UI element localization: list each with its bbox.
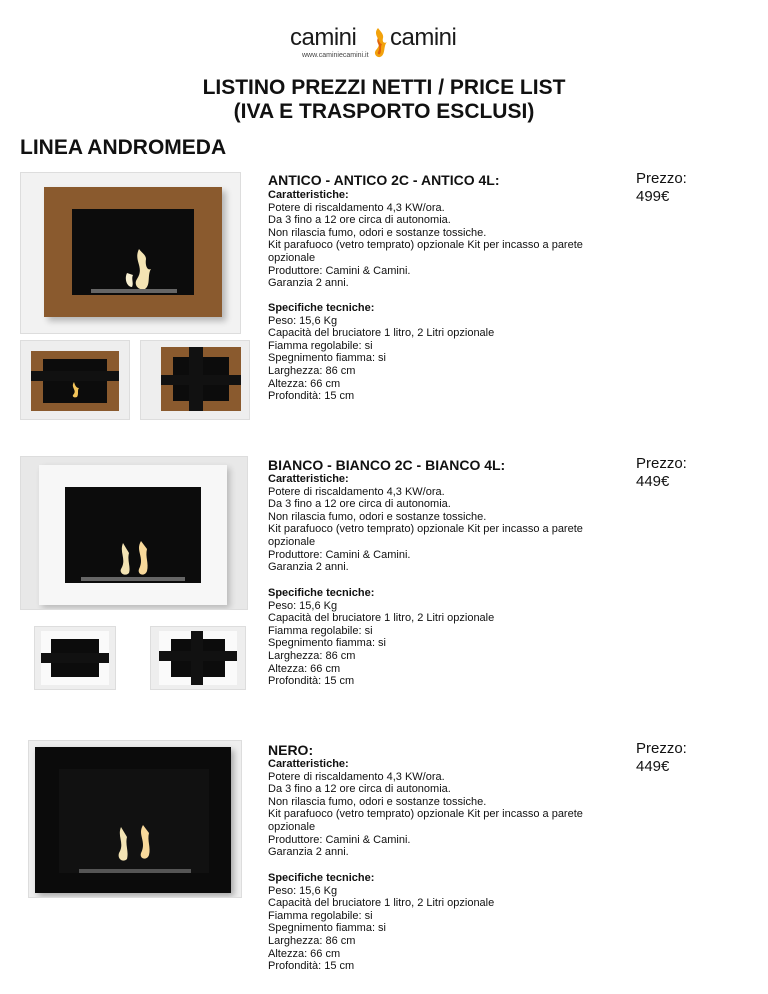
specs-heading: Specifiche tecniche:	[268, 302, 375, 314]
product-title-nero: NERO:	[268, 742, 314, 758]
product-thumb-antico-2c	[20, 340, 130, 420]
section-title: LINEA ANDROMEDA	[20, 136, 227, 159]
spec-line: Altezza: 66 cm	[268, 662, 341, 675]
product-photo-bianco	[20, 456, 248, 610]
flame-logo-icon	[367, 26, 389, 60]
page-title-line2: (IVA E TRASPORTO ESCLUSI)	[233, 100, 535, 123]
feature-line: Produttore: Camini & Camini.	[268, 833, 411, 846]
feature-line: Garanzia 2 anni.	[268, 277, 349, 290]
specs-nero	[268, 872, 608, 973]
spec-line: Fiamma regolabile: si	[268, 909, 373, 922]
product-title-antico: ANTICO - ANTICO 2C - ANTICO 4L:	[268, 172, 500, 188]
price-value: 449€	[636, 758, 670, 775]
spec-line: Larghezza: 86 cm	[268, 649, 356, 662]
product-title-bianco: BIANCO - BIANCO 2C - BIANCO 4L:	[268, 457, 506, 473]
spec-line: Altezza: 66 cm	[268, 947, 341, 960]
spec-line: Profondità: 15 cm	[268, 390, 355, 403]
features-bianco	[268, 473, 608, 574]
product-thumb-bianco-4l	[150, 626, 246, 690]
spec-line: Peso: 15,6 Kg	[268, 599, 338, 612]
specs-heading: Specifiche tecniche:	[268, 872, 375, 884]
feature-line: Potere di riscaldamento 4,3 KW/ora.	[268, 485, 445, 498]
feature-line: Potere di riscaldamento 4,3 KW/ora.	[268, 201, 445, 214]
feature-line: Non rilascia fumo, odori e sostanze tossiche.	[268, 226, 487, 239]
price-label: Prezzo:	[636, 170, 687, 187]
spec-line: Peso: 15,6 Kg	[268, 884, 338, 897]
feature-line: Kit parafuoco (vetro temprato) opzionale Kit per incasso a parete	[268, 523, 583, 536]
price-value: 499€	[636, 188, 670, 205]
logo-word-left: camini	[290, 24, 357, 51]
feature-line: Kit parafuoco (vetro temprato) opzionale Kit per incasso a parete	[268, 808, 583, 821]
spec-line: Larghezza: 86 cm	[268, 364, 356, 377]
price-antico	[636, 170, 687, 206]
feature-line: Non rilascia fumo, odori e sostanze tossiche.	[268, 795, 487, 808]
feature-line: Produttore: Camini & Camini.	[268, 264, 411, 277]
feature-line: Non rilascia fumo, odori e sostanze tossiche.	[268, 510, 487, 523]
price-nero	[636, 740, 687, 776]
feature-line: Da 3 fino a 12 ore circa di autonomia.	[268, 498, 451, 511]
spec-line: Capacità del bruciatore 1 litro, 2 Litri opzionale	[268, 897, 495, 910]
feature-line: Garanzia 2 anni.	[268, 561, 349, 574]
feature-line: opzionale	[268, 820, 316, 833]
spec-line: Profondità: 15 cm	[268, 960, 355, 973]
spec-line: Spegnimento fiamma: si	[268, 637, 386, 650]
feature-line: opzionale	[268, 535, 316, 548]
price-label: Prezzo:	[636, 740, 687, 757]
features-heading: Caratteristiche:	[268, 189, 349, 201]
brand-logo	[290, 24, 480, 66]
price-value: 449€	[636, 473, 670, 490]
product-thumb-antico-4l	[140, 340, 250, 420]
specs-heading: Specifiche tecniche:	[268, 587, 375, 599]
spec-line: Capacità del bruciatore 1 litro, 2 Litri opzionale	[268, 327, 495, 340]
spec-line: Fiamma regolabile: si	[268, 624, 373, 637]
spec-line: Capacità del bruciatore 1 litro, 2 Litri opzionale	[268, 612, 495, 625]
spec-line: Altezza: 66 cm	[268, 377, 341, 390]
price-bianco	[636, 455, 687, 491]
specs-bianco	[268, 587, 608, 688]
product-photo-nero	[28, 740, 242, 898]
features-antico	[268, 189, 608, 290]
spec-line: Spegnimento fiamma: si	[268, 922, 386, 935]
spec-line: Profondità: 15 cm	[268, 675, 355, 688]
price-label: Prezzo:	[636, 455, 687, 472]
feature-line: Da 3 fino a 12 ore circa di autonomia.	[268, 783, 451, 796]
feature-line: Produttore: Camini & Camini.	[268, 548, 411, 561]
feature-line: opzionale	[268, 251, 316, 264]
feature-line: Kit parafuoco (vetro temprato) opzionale Kit per incasso a parete	[268, 239, 583, 252]
features-heading: Caratteristiche:	[268, 473, 349, 485]
product-photo-antico	[20, 172, 241, 334]
feature-line: Potere di riscaldamento 4,3 KW/ora.	[268, 770, 445, 783]
logo-url: www.caminiecamini.it	[302, 52, 369, 59]
product-thumb-bianco-2c	[34, 626, 116, 690]
features-nero	[268, 758, 608, 859]
page-title-line1: LISTINO PREZZI NETTI / PRICE LIST	[202, 76, 566, 99]
feature-line: Da 3 fino a 12 ore circa di autonomia.	[268, 214, 451, 227]
spec-line: Peso: 15,6 Kg	[268, 314, 338, 327]
features-heading: Caratteristiche:	[268, 758, 349, 770]
specs-antico	[268, 302, 608, 403]
spec-line: Spegnimento fiamma: si	[268, 352, 386, 365]
spec-line: Larghezza: 86 cm	[268, 934, 356, 947]
spec-line: Fiamma regolabile: si	[268, 339, 373, 352]
feature-line: Garanzia 2 anni.	[268, 846, 349, 859]
logo-word-right: camini	[390, 24, 457, 51]
